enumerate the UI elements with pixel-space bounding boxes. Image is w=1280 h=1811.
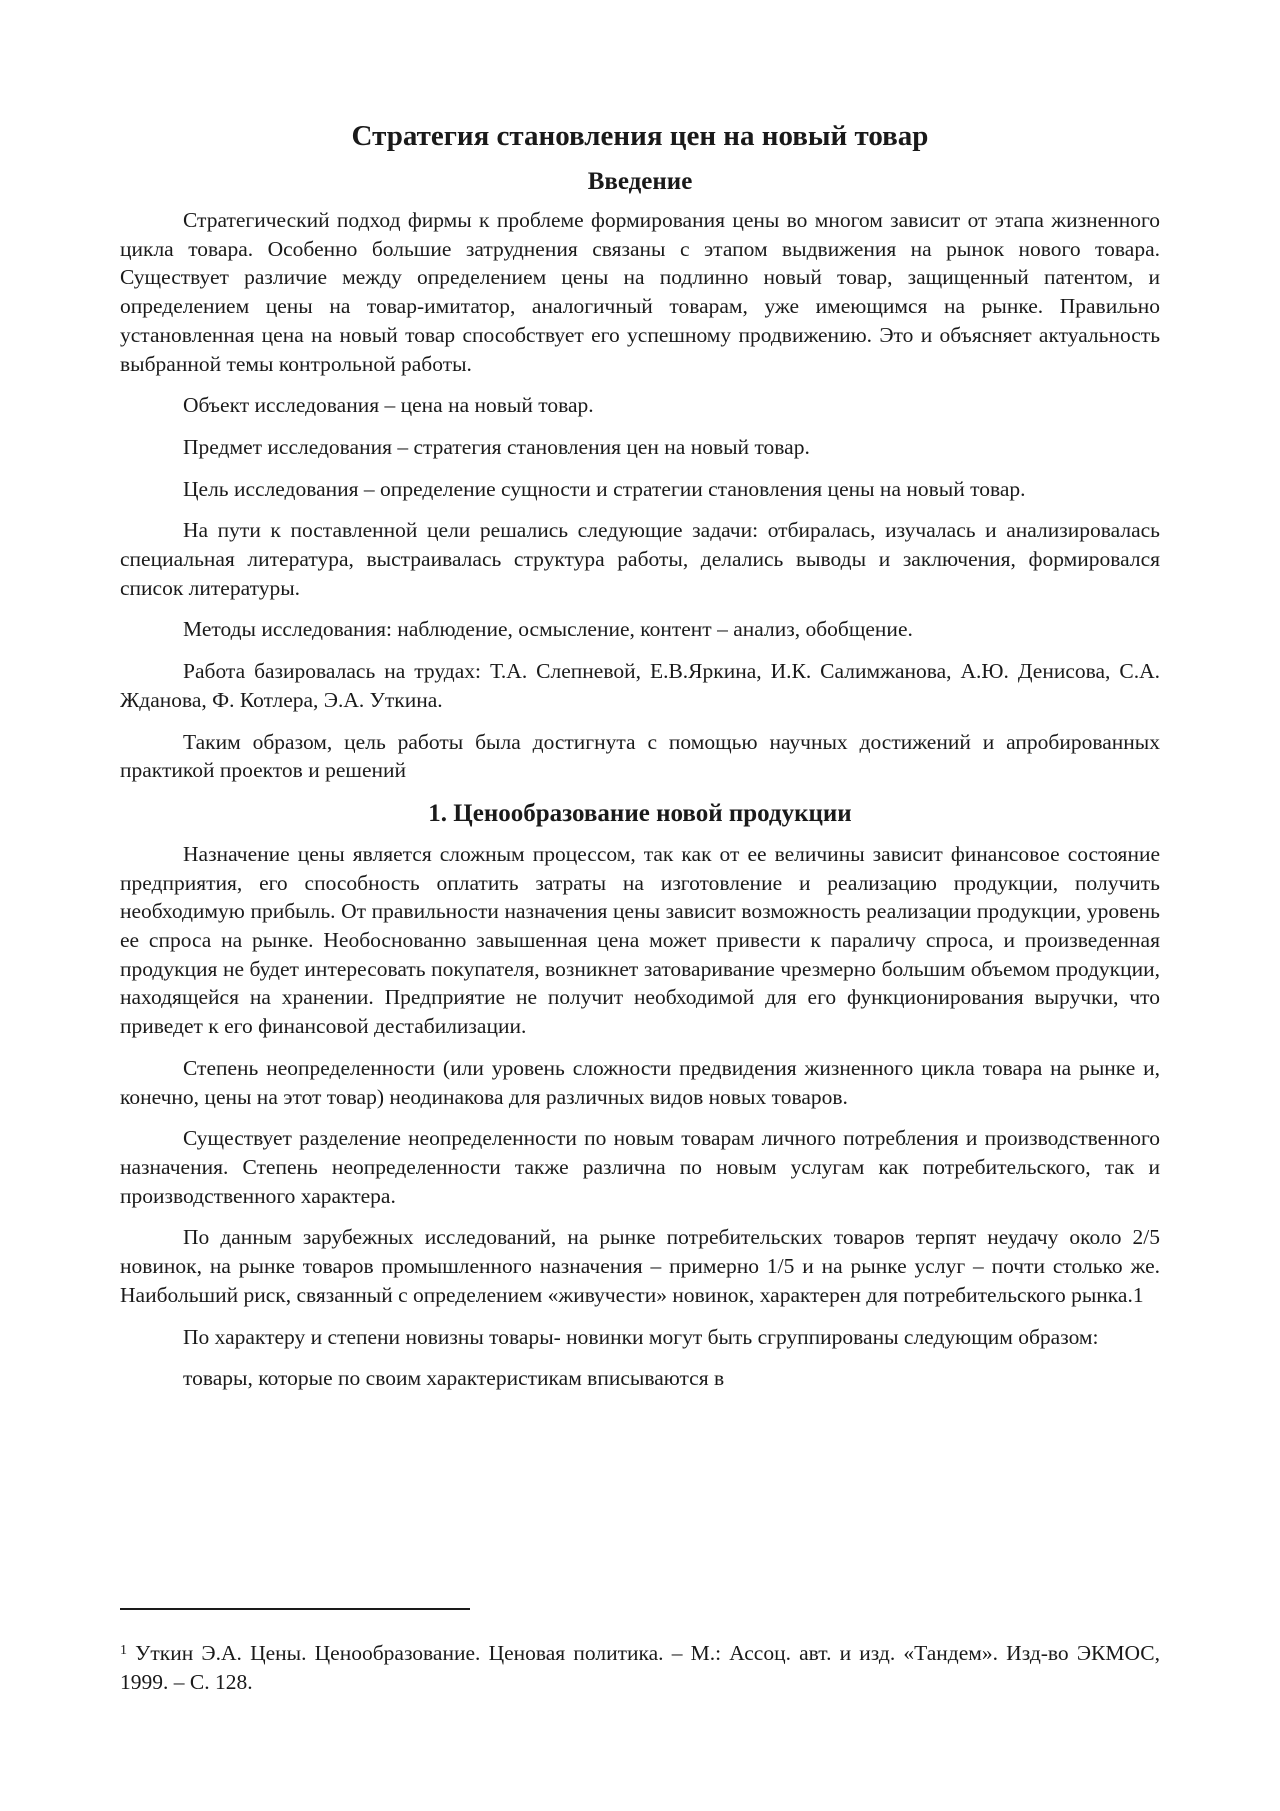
intro-paragraph: Объект исследования – цена на новый товар. xyxy=(183,393,594,418)
footnote-separator xyxy=(120,1608,470,1610)
section1-paragraph: По данным зарубежных исследований, на рынке потребительских товаров терпят неудачу около 2/5 новинок, на рынке товаров промышленного назначения – примерно 1/5 и на рынке услуг – почти столько же. Наибольший риск, связанный с определением «живучести» новинок, характерен для потребительского рынка.1 xyxy=(120,1225,1160,1307)
intro-heading: Введение xyxy=(587,168,693,195)
intro-paragraph: Цель исследования – определение сущности и стратегии становления цены на новый товар. xyxy=(183,476,1026,501)
section1-paragraph: Существует разделение неопределенности по новым товарам личного потребления и производственного назначения. Степень неопределенности также различна по новым услугам как потребительского, так и производственного характера. xyxy=(120,1126,1160,1208)
document-title: Стратегия становления цен на новый товар xyxy=(351,120,929,152)
section1-paragraph: Степень неопределенности (или уровень сложности предвидения жизненного цикла товара на рынке и, конечно, цены на этот товар) неодинакова для различных видов новых товаров. xyxy=(120,1055,1160,1109)
intro-paragraph: На пути к поставленной цели решались следующие задачи: отбиралась, изучалась и анализировалась специальная литература, выстраивалась структура работы, делались выводы и заключения, формировался список литературы. xyxy=(120,518,1160,600)
intro-paragraph: Работа базировалась на трудах: Т.А. Слепневой, Е.В.Яркина, И.К. Салимжанова, А.Ю. Денисова, С.А. Жданова, Ф. Котлера, Э.А. Уткина. xyxy=(120,659,1160,712)
footnote-mark: 1 xyxy=(120,1643,127,1658)
intro-paragraph: Таким образом, цель работы была достигнута с помощью научных достижений и апробированных практикой проектов и решений xyxy=(120,729,1160,783)
section1-paragraph: По характеру и степени новизны товары- новинки могут быть сгруппированы следующим образом: xyxy=(183,1324,1099,1349)
intro-paragraph: Стратегический подход фирмы к проблеме формирования цены во многом зависит от этапа жизненного цикла товара. Особенно большие затруднения связаны с этапом выдвижения на рынок нового товара. Существует различие между определением цены на подлинно новый товар, защищенный патентом, и определением цены на товар-имитатор, аналогичный товарам, уже имеющимся на рынке. Правильно установленная цена на новый товар способствует его успешному продвижению. Это и объясняет актуальность выбранной темы контрольной работы. xyxy=(120,208,1160,376)
section1-paragraph: Назначение цены является сложным процессом, так как от ее величины зависит финансовое состояние предприятия, его способность оплатить затраты на изготовление и реализацию продукции, получить необходимую прибыль. От правильности назначения цены зависит возможность реализации продукции, уровень ее спроса на рынке. Необоснованно завышенная цена может привести к параличу спроса, и произведенная продукция не будет интересовать покупателя, возникнет затоваривание чрезмерно большим объемом продукции, находящейся на хранении. Предприятие не получит необходимой для его функционирования выручки, что приведет к его финансовой дестабилизации. xyxy=(120,841,1160,1039)
intro-paragraph: Предмет исследования – стратегия становления цен на новый товар. xyxy=(183,434,810,459)
footnote xyxy=(120,1636,1160,1697)
intro-paragraph: Методы исследования: наблюдение, осмысление, контент – анализ, обобщение. xyxy=(183,617,913,642)
section1-heading: 1. Ценообразование новой продукции xyxy=(428,799,852,827)
footnote-text: Уткин Э.А. Цены. Ценообразование. Ценовая политика. – М.: Ассоц. авт. и изд. «Тандем». Изд-во ЭКМОС, 1999. – С. 128. xyxy=(120,1641,1160,1694)
section1-paragraph: товары, которые по своим характеристикам вписываются в xyxy=(183,1366,725,1391)
